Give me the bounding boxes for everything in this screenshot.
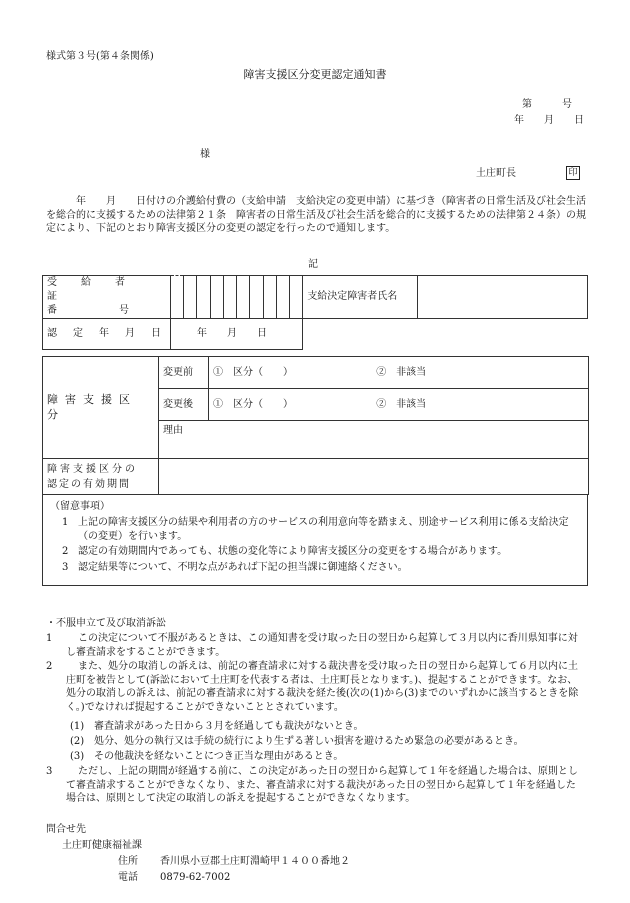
seal-text: 印: [566, 166, 580, 180]
form-number: 様式第３号(第４条関係): [46, 51, 154, 62]
after-option[interactable]: ② 非該当: [376, 398, 427, 410]
appeal-number: 2: [46, 661, 53, 672]
after-value-cell[interactable]: [209, 389, 589, 421]
recipient-number-label-line2: 番 号: [47, 305, 131, 316]
before-label: 変更前: [159, 357, 209, 389]
validity-label: [43, 459, 159, 495]
recipient-number-digit[interactable]: [197, 276, 210, 319]
note-number: 3: [62, 562, 69, 573]
contact-phone-label: 電話: [118, 872, 138, 883]
contact-address-label: 住所: [118, 856, 138, 867]
contact-phone: 0879-62-7002: [160, 872, 231, 883]
note-item: 上記の障害支援区分の結果や利用者の方のサービスの利用意向等を踏まえ、別途サービス利用に係る支給決定（の変更）を行います。: [78, 517, 569, 542]
recipient-name-label: 支給決定障害者氏名: [303, 276, 418, 319]
seal-mark: [566, 166, 580, 180]
recipient-number-digit[interactable]: [223, 276, 236, 319]
recipient-number-digit[interactable]: [276, 276, 289, 319]
recipient-number-digit[interactable]: [237, 276, 250, 319]
recipient-number-digit[interactable]: [170, 276, 183, 319]
appeal-heading: ・不服申立て及び取消訴訟: [46, 618, 166, 629]
note-number: 2: [62, 546, 69, 557]
validity-label-line2: 認定の有効期間: [47, 478, 131, 490]
before-option[interactable]: ② 非該当: [376, 366, 427, 378]
before-value[interactable]: ① 区分（ ）: [213, 366, 293, 378]
appeal-sub-number: (3): [70, 751, 85, 762]
appeal-sub-item: その他裁決を経ないことにつき正当な理由があるとき。: [94, 751, 344, 762]
note-item: 認定結果等について、不明な点があれば下記の担当課に御連絡ください。: [78, 562, 408, 573]
appeal-item: この決定について不服があるときは、この通知書を受け取った日の翌日から起算して３月以内に香川県知事に対し審査請求をすることができます。: [66, 633, 578, 658]
document-date: 年 月 日: [514, 115, 584, 126]
validity-value[interactable]: [159, 459, 589, 495]
cert-date-label: 認 定 年 月 日: [43, 319, 171, 350]
recipient-number-digit[interactable]: [263, 276, 276, 319]
recipient-table: [42, 275, 588, 350]
blank-cell: [303, 319, 588, 350]
appeal-sub-item: 処分、処分の執行又は手続の続行により生ずる著しい損害を避けるため緊急の必要があるとき。: [94, 736, 524, 747]
recipient-name-field[interactable]: [418, 276, 588, 319]
after-value[interactable]: ① 区分（ ）: [213, 398, 293, 410]
contact-address: 香川県小豆郡土庄町淵崎甲１４００番地２: [160, 856, 350, 867]
recipient-number-digit[interactable]: [210, 276, 223, 319]
notes-heading: （留意事項）: [50, 501, 110, 512]
appeal-sub-number: (2): [70, 736, 85, 747]
reason-label: 理由: [163, 425, 183, 436]
recipient-number-digit[interactable]: [250, 276, 263, 319]
contact-heading: 問合せ先: [46, 824, 86, 835]
addressee-suffix: 様: [200, 149, 210, 160]
cert-date-value[interactable]: 年 月 日: [170, 319, 302, 350]
note-item: 認定の有効期間内であっても、状態の変化等により障害支援区分の変更をする場合があります。: [78, 546, 508, 557]
appeal-number: 3: [46, 766, 53, 777]
notice-body: 年 月 日付けの介護給付費の（支給申請 支給決定の変更申請）に基づき（障害者の日常生活及び社会生活を総合的に支援するための法律第２１条 障害者の日常生活及び社会生活を総合的に支援するための法律第２４条）の規定により、下記のとおり障害支援区分の変更の認定を行ったので通知します。: [46, 196, 586, 234]
appeal-sub-item: 審査請求があった日から３月を経過しても裁決がないとき。: [94, 721, 364, 732]
appeal-item: また、処分の取消しの訴えは、前記の審査請求に対する裁決書を受け取った日の翌日から起算して６月以内に土庄町を被告として(訴訟において土庄町を代表する者は、土庄町長となります。)、提起することができます。なお、処分の取消しの訴えは、前記の審査請求に対する裁決を経た後(次の(1)から(3)までのいずれかに該当するときを除く。)でなければ提起することができないこととされています。: [66, 661, 579, 713]
after-label: 変更後: [159, 389, 209, 421]
recipient-number-digit[interactable]: [290, 276, 303, 319]
document-title: 障害支援区分変更認定通知書: [243, 68, 387, 81]
recipient-number-digit[interactable]: [184, 276, 197, 319]
category-label: 障害支援区分: [43, 357, 159, 459]
validity-label-line1: 障害支援区分の: [47, 463, 138, 475]
appeal-sub-number: (1): [70, 721, 85, 732]
support-category-table: [42, 356, 589, 495]
ki-marker: 記: [308, 259, 318, 270]
document-number: 第 号: [522, 99, 572, 110]
recipient-number-label-line1: 受 給 者 証: [47, 277, 149, 302]
reason-cell[interactable]: [159, 421, 589, 459]
recipient-number-label: [43, 276, 171, 319]
before-value-cell[interactable]: [209, 357, 589, 389]
appeal-item: ただし、上記の期間が経過する前に、この決定があった日の翌日から起算して１年を経過した場合は、原則として審査請求することができなくなり、また、審査請求に対する裁決があった日の翌日から起算して１年を経過した場合は、原則として決定の取消しの訴えを提起することができなくなります。: [66, 766, 578, 804]
appeal-number: 1: [46, 633, 53, 644]
issuer-name: 土庄町長: [476, 168, 516, 179]
contact-dept: 土庄町健康福祉課: [62, 840, 142, 851]
note-number: 1: [62, 517, 69, 528]
